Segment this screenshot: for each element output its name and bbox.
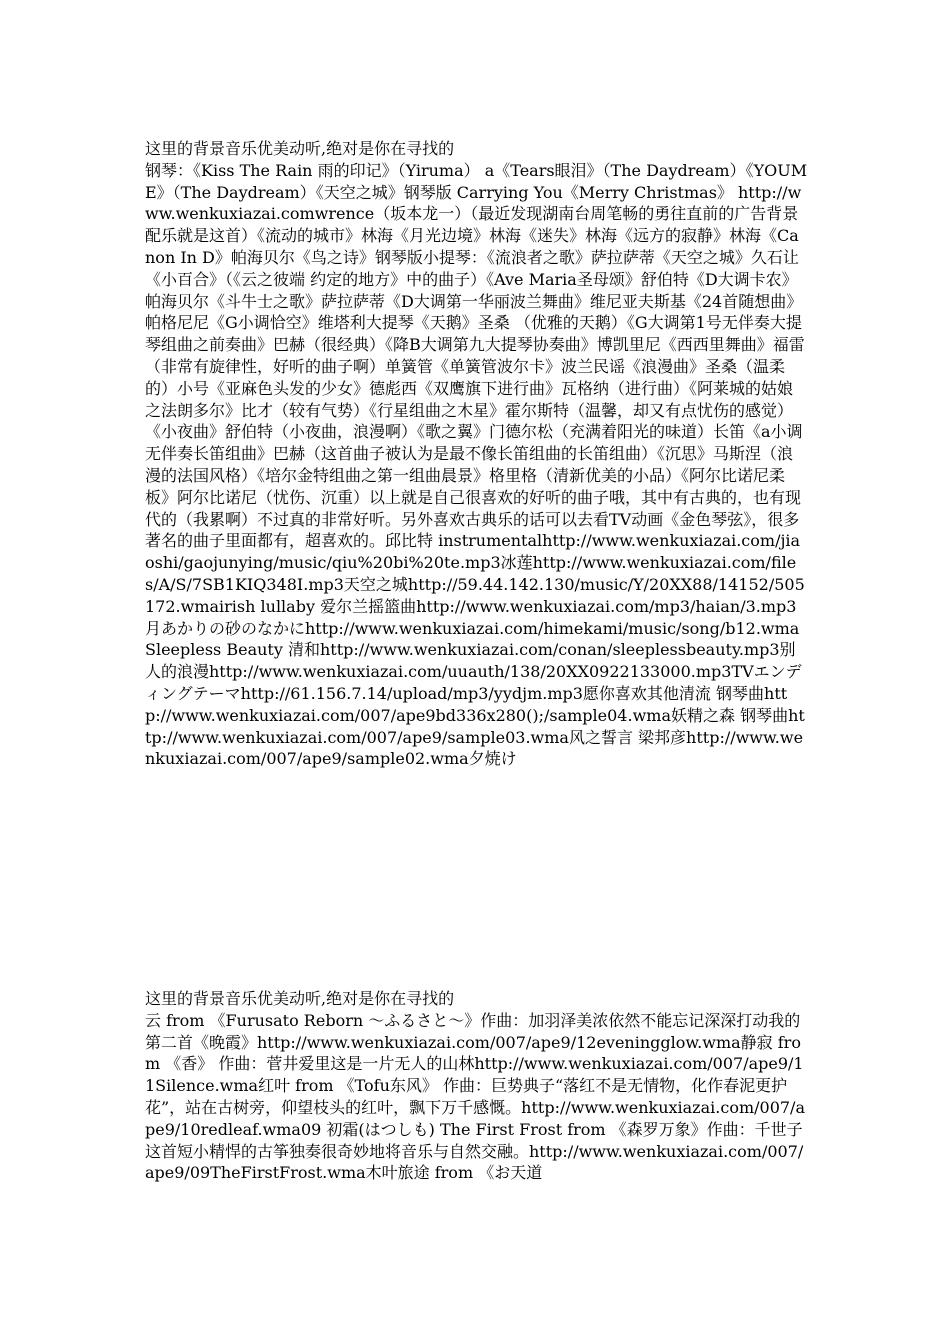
section-heading: 这里的背景音乐优美动听,绝对是你在寻找的 — [145, 989, 455, 1008]
text-section-1 — [145, 138, 808, 770]
section-body: 钢琴：《Kiss The Rain 雨的印记》（Yiruma） a《Tears眼泪》（The Daydream）《YOUME》（The Daydream）《天空之城》钢琴版 Carrying You《Merry Christmas》 http://www.wenkuxiazai.comwrence（坂本龙一）（最近发现湖南台周笔畅的勇往直前的广告背景配乐就是这首）《流动的城市》林海《月光边境》林海《迷失》林海《远方的寂静》林海《Canon In D》帕海贝尔《鸟之诗》钢琴版小提琴：《流浪者之歌》萨拉萨蒂《天空之城》久石让《小百合》（《云之彼端 约定的地方》中的曲子）《Ave Maria圣母颂》舒伯特《D大调卡农》帕海贝尔《斗牛士之歌》萨拉萨蒂《D大调第一华丽波兰舞曲》维尼亚夫斯基《24首随想曲》帕格尼尼《G小调恰空》维塔利大提琴《天鹅》圣桑 （优雅的天鹅）《G大调第1号无伴奏大提琴组曲之前奏曲》巴赫（很经典）《降B大调第九大提琴协奏曲》博凯里尼《西西里舞曲》福雷（非常有旋律性，好听的曲子啊）单簧管《单簧管波尔卡》波兰民谣《浪漫曲》圣桑（温柔的）小号《亚麻色头发的少女》德彪西《双鹰旗下进行曲》瓦格纳（进行曲）《阿莱城的姑娘之法朗多尔》比才（较有气势）《行星组曲之木星》霍尔斯特（温馨，却又有点忧伤的感觉）《小夜曲》舒伯特（小夜曲，浪漫啊）《歌之翼》门德尔松（充满着阳光的味道）长笛《a小调无伴奏长笛组曲》巴赫（这首曲子被认为是最不像长笛组曲的长笛组曲）《沉思》马斯涅（浪漫的法国风格）《培尔金特组曲之第一组曲晨景》格里格（清新优美的小品）《阿尔比诺尼柔板》阿尔比诺尼（忧伤、沉重）以上就是自己很喜欢的好听的曲子哦，其中有古典的，也有现代的（我累啊）不过真的非常好听。另外喜欢古典乐的话可以去看TV动画《金色琴弦》，很多著名的曲子里面都有，超喜欢的。邱比特 instrumentalhttp://www.wenkuxiazai.com/jiaoshi/gaojunying/music/qiu%20bi%20te.mp3冰莲http://www.wenkuxiazai.com/files/A/S/7SB1KIQ348I.mp3天空之城http://59.44.142.130/music/Y/20XX88/14152/505172.wmairish lullaby 爱尔兰摇篮曲http://www.wenkuxiazai.com/mp3/haian/3.mp3月あかりの砂のなかにhttp://www.wenkuxiazai.com/himekami/music/song/b12.wmaSleepless Beauty 清和http://www.wenkuxiazai.com/conan/sleeplessbeauty.mp3别人的浪漫http://www.wenkuxiazai.com/uuauth/138/20XX0922133000.mp3TVエンディングテーマhttp://61.156.7.14/upload/mp3/yydjm.mp3愿你喜欢其他清流 钢琴曲http://www.wenkuxiazai.com/007/ape9bd336x280();/sample04.wma妖精之森 钢琴曲http://www.wenkuxiazai.com/007/ape9/sample03.wma风之誓言 梁邦彦http://www.wenkuxiazai.com/007/ape9/sample02.wma夕焼け — [145, 160, 808, 769]
text-section-2 — [145, 988, 808, 1184]
section-heading: 这里的背景音乐优美动听,绝对是你在寻找的 — [145, 139, 455, 158]
section-body: 云 from 《Furusato Reborn ～ふるさと～》作曲：加羽泽美浓依然不能忘记深深打动我的第二首《晚霞》http://www.wenkuxiazai.com/007/ape9/12eveningglow.wma静寂 from 《香》 作曲：菅井爱里这是一片无人的山林http://www.wenkuxiazai.com/007/ape9/11Silence.wma红叶 from 《Tofu东风》 作曲：巨势典子“落红不是无情物，化作春泥更护花”，站在古树旁，仰望枝头的红叶，飘下万千感慨。http://www.wenkuxiazai.com/007/ape9/10redleaf.wma09 初霜(はつしも) The First Frost from 《森罗万象》作曲：千世子这首短小精悍的古筝独奏很奇妙地将音乐与自然交融。http://www.wenkuxiazai.com/007/ape9/09TheFirstFrost.wma木叶旅途 from 《お天道 — [145, 1010, 805, 1183]
